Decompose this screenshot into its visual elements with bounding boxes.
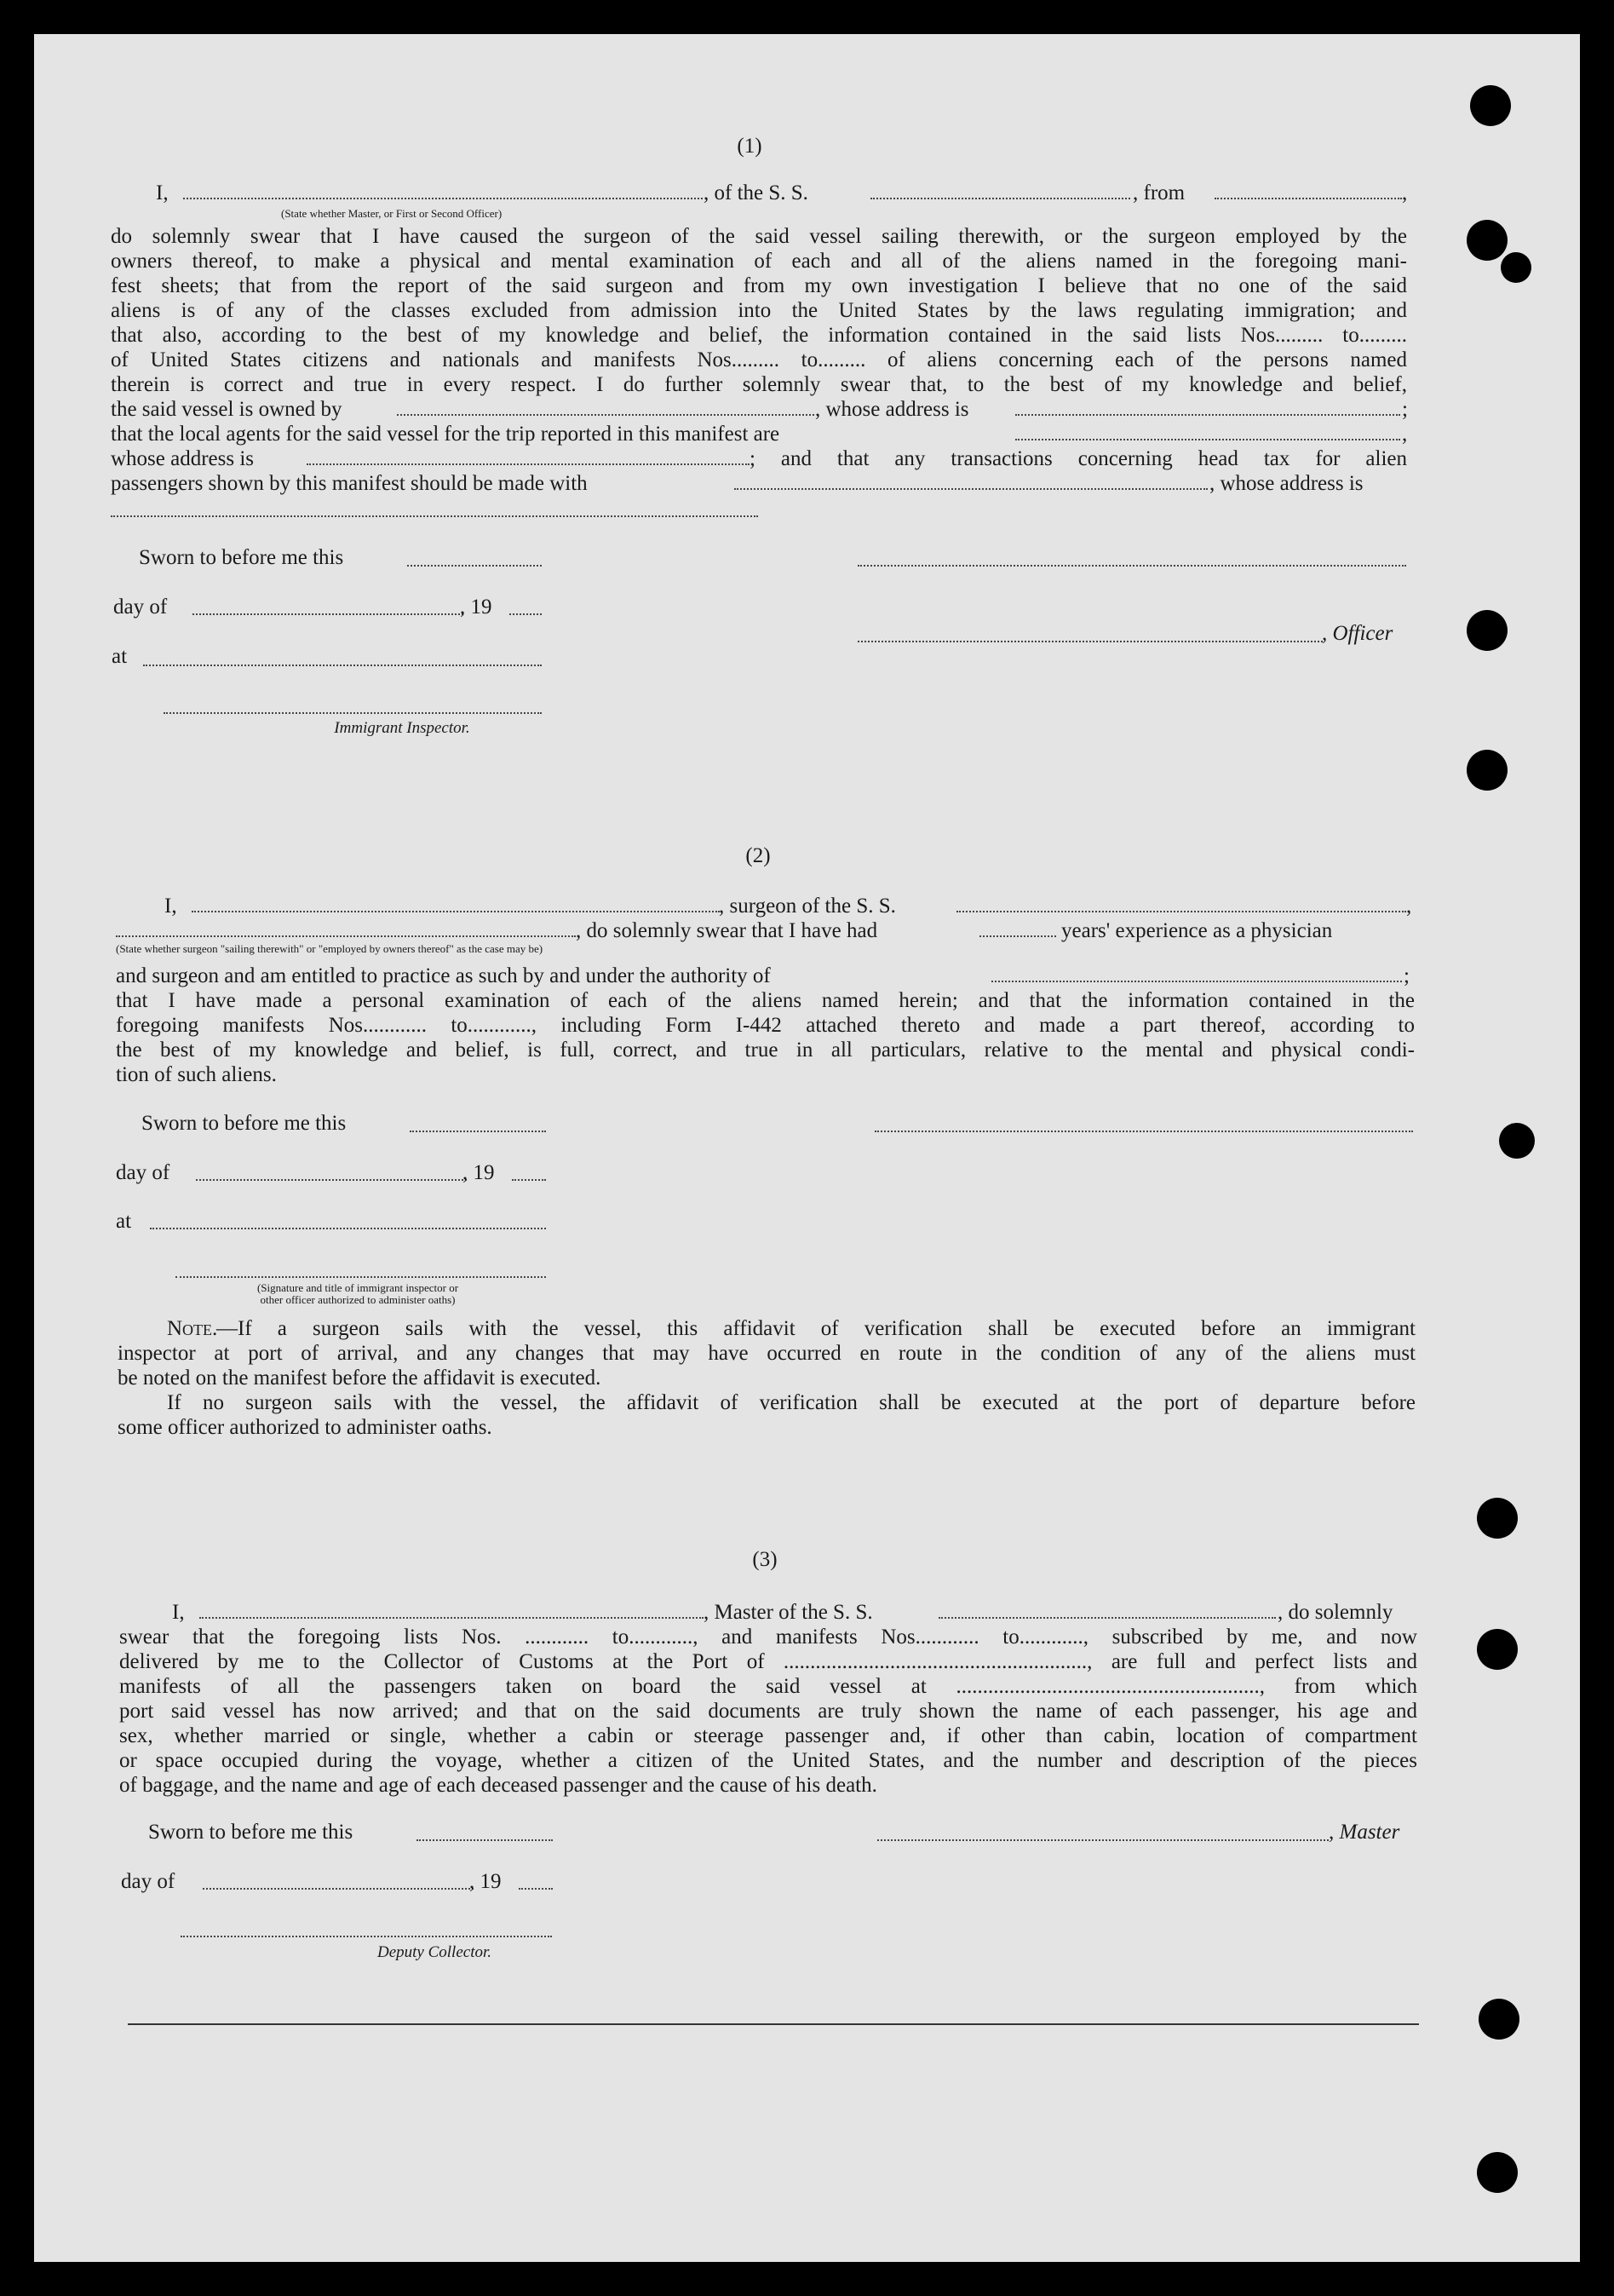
blank-day-field[interactable]: [203, 1888, 474, 1890]
oath-line: swear that the foregoing lists Nos. ............ to............, and manifests Nos............ to............, subscribed by me, and now: [119, 1626, 1417, 1649]
oath-start: I,: [164, 895, 177, 918]
officer-label: , Officer: [1322, 622, 1393, 645]
oath-line: port said vessel has now arrived; and that on the said documents are truly shown the name of each passenger, his age and: [119, 1700, 1417, 1723]
oath-line: that also, according to the best of my knowledge and belief, the information contained in the said lists Nos......... to.........: [111, 324, 1407, 347]
comma: ,: [1406, 895, 1412, 918]
oath-line: tion of such aliens.: [116, 1063, 277, 1086]
master-signature-label: , Master: [1329, 1821, 1400, 1844]
blank-officer-line[interactable]: [858, 641, 1323, 642]
oath-line: therein is correct and true in every respect. I do further solemnly swear that, to the best of my knowledge and belief,: [111, 373, 1407, 396]
master-label: , Master of the S. S.: [704, 1601, 873, 1624]
day-label: day of: [113, 596, 168, 619]
semicolon: ;: [1402, 398, 1408, 421]
ship-label: , of the S. S.: [704, 181, 808, 204]
blank-place-field[interactable]: [150, 1228, 546, 1229]
punch-hole: [1467, 220, 1508, 261]
address-label: , whose address is: [815, 398, 969, 421]
blank-sworn-date[interactable]: [407, 565, 542, 567]
punch-hole: [1477, 1629, 1518, 1670]
blank-authority-field[interactable]: [991, 981, 1402, 982]
blank-signature-line[interactable]: [858, 565, 1406, 567]
punch-hole: [1499, 1123, 1535, 1159]
note-label: Note.: [167, 1317, 218, 1340]
oath-line: do solemnly swear that I have caused the surgeon of the said vessel sailing therewith, or the surgeon employed by the: [111, 225, 1407, 248]
master-note: (State whether Master, or First or Second Officer): [281, 207, 503, 220]
comma: ,: [1402, 181, 1408, 204]
at-label: at: [116, 1210, 132, 1233]
oath-start: I,: [156, 181, 169, 204]
oath-line: fest sheets; that from the report of the said surgeon and from my own investigation I believe that no one of the said: [111, 274, 1407, 297]
blank-head-tax-address-field[interactable]: [111, 515, 758, 517]
years-label: years' experience as a physician: [1061, 919, 1333, 942]
blank-day-field[interactable]: [192, 613, 463, 615]
section-number: (3): [752, 1548, 778, 1571]
blank-sworn-date[interactable]: [416, 1839, 553, 1841]
at-label: at: [112, 645, 128, 668]
blank-surgeon-name-field[interactable]: [192, 911, 720, 912]
punch-hole: [1477, 1498, 1518, 1539]
blank-agents-field[interactable]: [1015, 439, 1400, 440]
swear-text: , do solemnly swear that I have had: [576, 919, 878, 942]
blank-owner-field[interactable]: [397, 414, 814, 416]
oath-line: foregoing manifests Nos............ to............, including Form I-442 attached thereto and made a part thereof, according to: [116, 1014, 1415, 1037]
address-label: whose address is: [111, 447, 255, 470]
punch-hole: [1470, 85, 1511, 126]
blank-ship-field[interactable]: [956, 911, 1406, 912]
comma: ,: [1402, 423, 1408, 446]
blank-officer-signature[interactable]: [175, 1276, 546, 1278]
sworn-label: Sworn to before me this: [139, 546, 344, 569]
blank-agent-address-field[interactable]: [307, 463, 750, 465]
inspector-label: Immigrant Inspector.: [334, 719, 470, 737]
blank-year-field[interactable]: [519, 1888, 553, 1890]
blank-year-field[interactable]: [512, 1179, 546, 1181]
punch-hole: [1467, 750, 1508, 791]
oath-line: aliens is of any of the classes excluded from admission into the United States by the laws regulating immigration; and: [111, 299, 1407, 322]
swear-text: , do solemnly: [1278, 1601, 1393, 1624]
day-label: day of: [121, 1870, 175, 1893]
blank-surgeon-signature[interactable]: [875, 1131, 1413, 1132]
year-label: , 19: [460, 596, 492, 619]
head-tax-text: ; and that any transactions concerning head tax for alien: [750, 447, 1407, 470]
collector-label: Deputy Collector.: [376, 1943, 492, 1961]
blank-master-signature[interactable]: [877, 1839, 1329, 1841]
sworn-label: Sworn to before me this: [148, 1821, 353, 1844]
oath-line: or space occupied during the voyage, whether a citizen of the United States, and the number and description of the pieces: [119, 1749, 1417, 1772]
oath-line: manifests of all the passengers taken on board the said vessel at ........................................................., from which: [119, 1675, 1417, 1698]
year-label: , 19: [462, 1161, 495, 1184]
blank-year-field[interactable]: [509, 613, 542, 615]
blank-years-field[interactable]: [979, 935, 1056, 937]
blank-from-field[interactable]: [1215, 198, 1402, 199]
day-label: day of: [116, 1161, 170, 1184]
blank-master-name-field[interactable]: [199, 1617, 704, 1619]
blank-collector-signature[interactable]: [181, 1936, 552, 1937]
oath-line: that I have made a personal examination of each of the aliens named herein; and that the information contained in the: [116, 989, 1415, 1012]
note-line: be noted on the manifest before the affidavit is executed.: [118, 1367, 601, 1390]
blank-inspector-line[interactable]: [164, 712, 542, 714]
oath-start: I,: [172, 1601, 185, 1624]
authority-label: and surgeon and am entitled to practice as such by and under the authority of: [116, 964, 771, 987]
oath-line: of baggage, and the name and age of each deceased passenger and the cause of his death.: [119, 1774, 877, 1797]
oath-line: the best of my knowledge and belief, is full, correct, and true in all particulars, relative to the mental and physical condi-: [116, 1039, 1415, 1062]
oath-line: of United States citizens and nationals and manifests Nos......... to......... of aliens concerning each of the persons named: [111, 348, 1407, 371]
blank-sworn-date[interactable]: [410, 1131, 546, 1132]
blank-ship-field[interactable]: [939, 1617, 1276, 1619]
surgeon-label: , surgeon of the S. S.: [719, 895, 896, 918]
punch-hole: [1501, 252, 1531, 283]
blank-name-field[interactable]: [183, 198, 703, 199]
oath-line: sex, whether married or single, whether a cabin or steerage passenger and, if other than cabin, location of compartment: [119, 1724, 1417, 1747]
bottom-rule: [128, 2023, 1419, 2025]
sworn-label: Sworn to before me this: [141, 1112, 347, 1135]
blank-surgeon-status-field[interactable]: [116, 935, 576, 937]
blank-head-tax-agent-field[interactable]: [734, 488, 1208, 490]
punch-hole: [1479, 1999, 1519, 2040]
note-line: inspector at port of arrival, and any changes that may have occurred en route in the condition of any of the aliens must: [118, 1342, 1416, 1365]
signature-note: (Signature and title of immigrant inspector or: [256, 1281, 459, 1294]
section-number: (1): [737, 135, 762, 158]
punch-hole: [1467, 610, 1508, 651]
blank-ship-field[interactable]: [870, 198, 1130, 199]
blank-day-field[interactable]: [196, 1179, 467, 1181]
punch-hole: [1477, 2152, 1518, 2193]
note-line: If no surgeon sails with the vessel, the affidavit of verification shall be executed at the port of departure before: [167, 1391, 1416, 1414]
oath-line: owners thereof, to make a physical and mental examination of each and all of the aliens named in the foregoing mani-: [111, 250, 1407, 273]
from-label: , from: [1133, 181, 1186, 204]
address-label: , whose address is: [1209, 472, 1364, 495]
owner-label: the said vessel is owned by: [111, 398, 342, 421]
section-number: (2): [745, 844, 771, 867]
signature-note: other officer authorized to administer oaths): [260, 1293, 456, 1306]
oath-line: delivered by me to the Collector of Customs at the Port of ........................................................., are full and perfect lists and: [119, 1650, 1417, 1673]
blank-address-field[interactable]: [1015, 414, 1400, 416]
blank-place-field[interactable]: [143, 665, 542, 666]
note-line: —If a surgeon sails with the vessel, this affidavit of verification shall be executed before an immigrant: [216, 1317, 1416, 1340]
agents-label: that the local agents for the said vessel for the trip reported in this manifest are: [111, 423, 780, 446]
year-label: , 19: [469, 1870, 502, 1893]
note-line: some officer authorized to administer oaths.: [118, 1416, 492, 1439]
passengers-label: passengers shown by this manifest should be made with: [111, 472, 588, 495]
semicolon: ;: [1404, 964, 1410, 987]
surgeon-note: (State whether surgeon "sailing therewith" or "employed by owners thereof" as the case may be): [116, 942, 543, 955]
